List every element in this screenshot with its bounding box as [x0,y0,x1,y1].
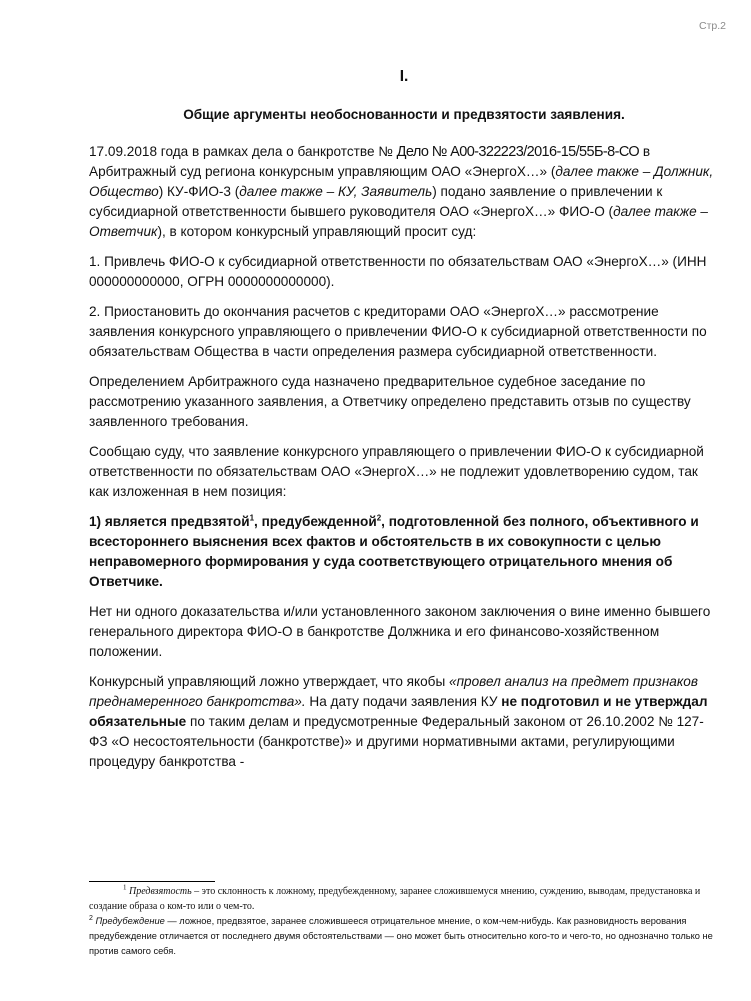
text-run: ) КУ-ФИО-3 ( [158,184,240,199]
footnote-1 [89,884,721,914]
text-run: 17.09.2018 года в рамках дела о банкротстве № [89,144,397,159]
text-run: ) подано заявление о привлечении к субсидиарной ответственности бывшего руководителя ОАО «ЭнергоХ…» ФИО-О ( [89,184,663,219]
italic-note: далее также – КУ, Заявитель [239,184,433,199]
text-run: в Арбитражный суд региона конкурсным управляющим ОАО «ЭнергоХ…» ( [89,144,651,179]
paragraph-no-evidence: Нет ни одного доказательства и/или установленного законом заключения о вине именно бывшего генерального директора ФИО-О в банкротстве Должника и его финансово-хозяйственном положении. [89,604,711,659]
body-text [89,142,721,782]
text-run: по таким делам и предусмотренные Федеральный законом от 26.10.2002 № 127-ФЗ «О несостоятельности (банкротстве)» и другими нормативными актами, регулирующими процедуру банкротства - [89,714,704,769]
footnote-text: – это склонность к ложному, предубежденному, заранее сложившемуся мнению, суждению, выводам, предустановка и создание образа о ком-то или о чем-то. [89,886,701,912]
text-run: , подготовленной без полного, объективного и всестороннего выяснения всех фактов и обстоятельств в их совокупности с целью неправомерного формирования у суда соответствующего отрицательного мнения об Ответчике. [89,514,699,589]
footnote-number: 1 [123,883,127,892]
footnotes [89,884,721,959]
paragraph-argument-1 [89,512,721,592]
text-run: ), в котором конкурсный управляющий просит суд: [157,224,477,239]
footnote-term: Предвзятость [129,886,192,897]
footnote-2 [89,914,721,959]
italic-note: далее также – Должник, Общество [89,164,714,199]
footnote-text: — ложное, предвзятое, заранее сложившееся отрицательное мнение, о ком-чем-нибудь. Как разновидность верования предубеждение отличается от последнего двумя обстоятельствами — оно может быть относительно кого-то и чего-то, но однозначно только не против самого себя. [89,916,713,956]
page-number: Стр.2 [699,20,726,32]
paragraph-court-ruling: Определением Арбитражного суда назначено предварительное судебное заседание по рассмотрению указанного заявления, а Ответчику определено представить отзыв по существу заявленного требования. [89,374,691,429]
text-run: Конкурсный управляющий ложно утверждает, что якобы [89,674,450,689]
italic-note: далее также – Ответчик [89,204,708,239]
case-number: Дело № А00-322223/2016-15/55Б-8-СО [396,144,640,160]
section-title: Общие аргументы необоснованности и предвзятости заявления. [183,107,625,122]
paragraph-intro [89,142,721,242]
footnote-number: 2 [89,914,93,922]
paragraph-statement: Сообщаю суду, что заявление конкурсного управляющего о привлечении ФИО-О к субсидиарной ответственности по обязательствам ОАО «ЭнергоХ…» не подлежит удовлетворению судом, так как изложенная в нем позиция: [89,444,704,499]
paragraph-request-2: 2. Приостановить до окончания расчетов с кредиторами ОАО «ЭнергоХ…» рассмотрение заявления конкурсного управляющего о привлечении ФИО-О к субсидиарной ответственности по обязательствам Общества в части определения размера субсидиарной ответственности. [89,304,707,359]
footnote-ref-2[interactable]: 2 [376,513,382,523]
paragraph-request-1: 1. Привлечь ФИО-О к субсидиарной ответственности по обязательствам ОАО «ЭнергоХ…» (ИНН 000000000000, ОГРН 0000000000000). [89,254,707,289]
footnote-ref-1[interactable]: 1 [249,513,255,523]
paragraph-false-claim [89,672,721,772]
italic-quote: «провел анализ на предмет признаков преднамеренного банкротства». [89,674,698,709]
text-run: , предубежденной [254,514,377,529]
bold-emphasis: не подготовил и не утверждал обязательные [89,694,708,729]
section-number: I. [399,68,409,85]
text-run: На дату подачи заявления КУ [305,694,502,709]
footnote-term: Предубеждение [95,916,165,926]
footnote-separator [89,881,215,882]
text-run: 1) является предвзятой [89,514,250,529]
